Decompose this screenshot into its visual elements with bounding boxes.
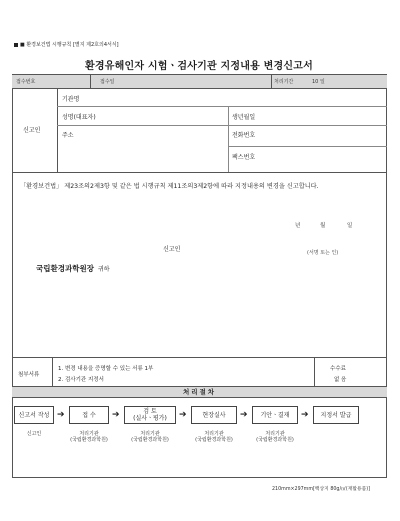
divider — [271, 75, 272, 89]
square-bullet-icon — [14, 43, 18, 47]
signature-label: 신고인 — [163, 246, 181, 253]
step-actor: 처리기관 (국립환경과학원) — [256, 431, 294, 443]
step-box — [313, 406, 359, 424]
phone-label: 전화번호 — [232, 132, 256, 139]
divider — [314, 358, 315, 387]
divider — [52, 358, 53, 387]
step-actor: 처리기관 (국립환경과학원) — [131, 431, 169, 443]
step-label: 현장실사 — [202, 411, 226, 419]
arrow-right-icon: ➔ — [301, 410, 309, 420]
signature-note: (서명 또는 인) — [307, 250, 339, 256]
step-actor: 처리기관 (국립환경과학원) — [195, 431, 233, 443]
processing-period-value: 10 일 — [312, 79, 325, 85]
step-box — [124, 406, 176, 424]
address-label: 주소 — [62, 132, 74, 139]
arrow-right-icon: ➔ — [112, 410, 120, 420]
arrow-right-icon: ➔ — [179, 410, 187, 420]
step-box — [191, 406, 237, 424]
divider — [12, 172, 387, 173]
attachment-item: 1. 변경 내용을 증명할 수 있는 서류 1부 — [58, 366, 154, 372]
form-title: 환경유해인자 시험ㆍ검사기관 지정내용 변경신고서 — [85, 61, 313, 72]
date-year: 년 — [295, 223, 301, 229]
date-month: 월 — [320, 223, 326, 229]
divider — [90, 75, 91, 89]
arrow-right-icon: ➔ — [240, 410, 248, 420]
receipt-number-label: 접수번호 — [16, 79, 36, 85]
procedure-title: 처리절차 — [12, 387, 387, 398]
declaration-text: 「환경보건법」 제23조의2제3항 및 같은 법 시행규칙 제11조의3제2항에 따라 지정내용의 변경을 신고합니다. — [20, 183, 319, 190]
fee-value: 없 음 — [334, 377, 347, 383]
org-name-label: 기관명 — [62, 96, 80, 103]
receipt-date-label: 접수일 — [100, 79, 115, 85]
fax-label: 팩스번호 — [232, 154, 256, 161]
divider — [228, 106, 229, 172]
addressee — [36, 263, 110, 274]
divider — [57, 106, 387, 107]
paper-spec: 210mm×297mm[백상지 80g/㎡(재활용품)] — [272, 487, 371, 492]
step-box — [69, 406, 109, 424]
step-label: 접 수 — [82, 411, 96, 419]
form-reference-text: ■ 환경보건법 시행규칙 [별지 제2호의4서식] — [20, 42, 119, 48]
attachments-row — [12, 357, 387, 387]
step-label: 신고서 작성 — [18, 411, 50, 419]
step-actor: 신고인 — [26, 431, 42, 437]
step-actor: 처리기관 (국립환경과학원) — [70, 431, 108, 443]
step-label: 기안ㆍ결재 — [260, 411, 290, 419]
birth-date-label: 생년월일 — [232, 114, 256, 121]
attachments-label: 첨부서류 — [18, 372, 40, 378]
divider — [57, 89, 58, 172]
addressee-honorific: 귀하 — [97, 266, 110, 273]
receipt-row — [12, 75, 387, 89]
fee-label: 수수료 — [330, 366, 346, 372]
applicant-section-label: 신고인 — [23, 127, 41, 134]
addressee-name: 국립환경과학원장 — [36, 264, 94, 273]
divider — [57, 125, 387, 126]
processing-period-label: 처리기간 — [274, 79, 294, 85]
step-label: 검 토 (실사ㆍ평가) — [133, 408, 167, 422]
step-box — [252, 406, 298, 424]
step-label: 지정서 발급 — [320, 411, 352, 419]
arrow-right-icon: ➔ — [57, 410, 65, 420]
form-reference — [14, 41, 119, 48]
date-day: 일 — [347, 223, 353, 229]
step-box — [14, 406, 54, 424]
divider — [228, 146, 387, 147]
rep-name-label: 성명(대표자) — [62, 114, 96, 121]
attachment-item: 2. 검사기관 지정서 — [58, 377, 104, 383]
